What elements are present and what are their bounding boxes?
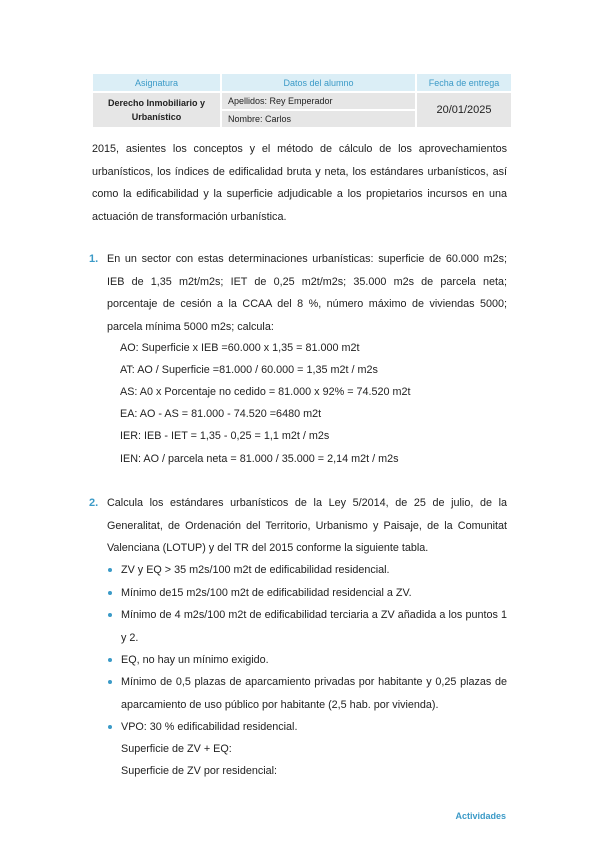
header-date-label: Fecha de entrega <box>416 74 511 92</box>
list-item: Mínimo de15 m2s/100 m2t de edificabilidad residencial a ZV. <box>121 587 412 599</box>
name-value: Nombre: Carlos <box>221 110 416 127</box>
q1-text: En un sector con estas determinaciones urbanísticas: superficie de 60.000 m2s; IEB de 1,35 m2t/m2s; IET de 0,25 m2t/m2s; 35.000 m2s de parcela neta; porcentaje de cesión a la CCAA del 8 %, número máximo de viviendas 5000; parcela mínima 5000 m2s; calcula: <box>107 253 507 333</box>
header-subject-label: Asignatura <box>93 74 221 92</box>
q2-number: 2. <box>89 497 99 509</box>
q2-text: Calcula los estándares urbanísticos de la Ley 5/2014, de 25 de julio, de la Generalitat, de Ordenación del Territorio, Urbanismo y Paisaje, de la Comunitat Valenciana (LOTUP) y del TR del 2015 conforme la siguiente tabla. <box>107 497 507 554</box>
calc-line: IEN: AO / parcela neta = 81.000 / 35.000 = 2,14 m2t / m2s <box>120 453 399 465</box>
calc-line: IER: IEB - IET = 1,35 - 0,25 = 1,1 m2t / m2s <box>120 430 330 442</box>
date-value: 20/01/2025 <box>416 92 511 127</box>
footer-label: Actividades <box>455 811 506 821</box>
bullet-icon <box>108 725 112 729</box>
q1-number: 1. <box>89 253 99 265</box>
list-item: EQ, no hay un mínimo exigido. <box>121 654 269 666</box>
bullet-icon <box>108 568 112 572</box>
extra-line: Superficie de ZV + EQ: <box>121 743 232 755</box>
extra-line: Superficie de ZV por residencial: <box>121 765 278 777</box>
bullet-icon <box>108 658 112 662</box>
list-item: VPO: 30 % edificabilidad residencial. <box>121 721 298 733</box>
subject-value: Derecho Inmobiliario y Urbanístico <box>93 92 221 127</box>
list-item: Mínimo de 0,5 plazas de aparcamiento privadas por habitante y 0,25 plazas de aparcamiento de uso público por habitante (2,5 hab. por vivienda). <box>121 676 507 711</box>
intro-paragraph: 2015, asientes los conceptos y el método de cálculo de los aprovechamientos urbanísticos, los índices de edificalidad bruta y neta, los estándares urbanísticos, así como la edificabilidad y la superficie adjudicable a los propietarios incursos en una actuación de transformación urbanística. <box>92 143 507 223</box>
list-item: Mínimo de 4 m2s/100 m2t de edificabilidad terciaria a ZV añadida a los puntos 1 y 2. <box>121 609 507 644</box>
list-item: ZV y EQ > 35 m2s/100 m2t de edificabilidad residencial. <box>121 564 390 576</box>
header-student-label: Datos del alumno <box>221 74 416 92</box>
calc-line: AT: AO / Superficie =81.000 / 60.000 = 1,35 m2t / m2s <box>120 364 378 376</box>
surnames-value: Apellidos: Rey Emperador <box>221 92 416 110</box>
calc-line: EA: AO - AS = 81.000 - 74.520 =6480 m2t <box>120 408 322 420</box>
calc-line: AO: Superficie x IEB =60.000 x 1,35 = 81.000 m2t <box>120 342 360 354</box>
header-table <box>93 74 511 127</box>
calc-line: AS: A0 x Porcentaje no cedido = 81.000 x 92% = 74.520 m2t <box>120 386 411 398</box>
bullet-icon <box>108 680 112 684</box>
bullet-icon <box>108 613 112 617</box>
bullet-icon <box>108 591 112 595</box>
